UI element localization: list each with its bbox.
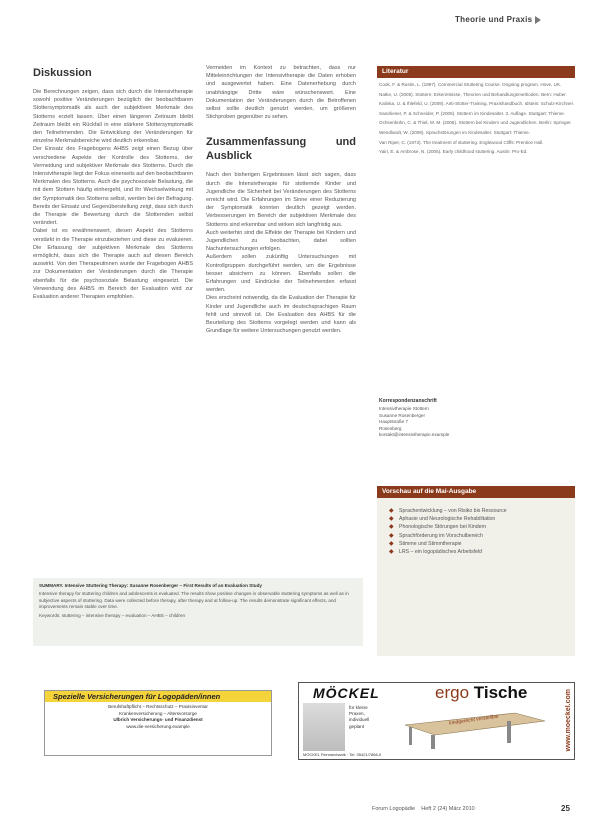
summary-keywords: Keywords: stuttering – intensive therapy – evaluation – AHBS – children [39,612,186,618]
contact-line: Hauptstraße 7 [379,419,409,425]
contact-line: Rosenberg [379,425,402,431]
paragraph: Auch weiterhin sind die Effekte der Therapie bei Kindern und Jugendlichen zu beobachten, dabei sollten Nachuntersuchungen erfolgen. [206,229,356,253]
ad-line: Berufshaftpflicht – Rechtsschutz – Praxisinventar [108,704,208,709]
insurance-ad[interactable] [44,690,272,756]
brand-logo: MÖCKEL [313,685,380,701]
paragraph: Der Einsatz des Fragebogens AHBS zeigt einen Bezug über verschiedene Aspekte der Kontrolle des Stotterns, der Vermeidung und subjektiver Merkmale des Stotterns. Durch die Intensivtherapie liegt der Fokus einerseits auf den beobachtbaren Merkmalen des Stotterns. Auch die psychosoziale Belastung, die mit dem Stottern häufig einhergeht, und ihr Wechselwirkung mit der Symptomatik des Stotterns selbst, werden bei der Befragung. Bereits der Einsatz und Gegenüberstellung zeigt, dass sich durch die Therapie die Bewertung durch die Stotternden selbst verändert. [33,146,193,227]
ad-url[interactable]: www.moeckel.com [565,689,572,752]
bullet-icon: ◆ [389,524,394,531]
ad-address: MÖCKEL Feinmechanik · Tel. 05421/7866-0 [303,752,382,757]
contact-email[interactable]: kontakt@intensivtherapie.example [379,432,450,438]
summary-heading: Zusammenfassung und Ausblick [206,136,356,163]
section-title: Theorie und Praxis [455,15,533,24]
issue-info: Heft 2 (24) März 2010 [421,806,475,812]
ad-title: Spezielle Versicherungen für Logopäden/innen [45,691,271,702]
reference-item: Van Riper, C. (1973). The treatment of stuttering. Englewood Cliffs: Prentice Hall. [379,139,544,145]
paragraph: Vermeiden im Kontext zu betrachten, dass nur Mitteleinrichtungen der Intensivtherapie die Daten erhoben und ausgewertet haben. Eine Datenerhebung durch unabhängige Dritte wäre wünschenswert. Eine Dokumentation der Veränderungen durch die Betroffenen selbst sollte deutlich genutzt werden, um größeren Stichproben gegenüber zu sehen. [206,65,356,121]
section-header [455,15,541,24]
left-column [33,66,193,301]
paragraph: Außerdem sollen zukünftig Untersuchungen mit Kontrollgruppen durchgeführt werden, um die Ergebnisse besser absichern zu können. Ebenfalls sollen die Erfahrungen und Eindrücke der Teilnehmenden erfasst werden. [206,254,356,294]
preview-box [377,486,575,656]
bullet-icon: ◆ [389,549,394,556]
reference-item: Cook, F. & Rustin, L. (1997). Commercial Stuttering Course. Ongoing program. Hove, UK. [379,82,562,87]
bullet-icon: ◆ [389,532,394,539]
page-footer [372,806,475,812]
list-item: ◆ LRS – ein logopädisches Arbeitsfeld [389,549,483,556]
ad-tagline: für kleine Praxen, individuell geplant [349,705,370,729]
contact-line: Susanne Rosenberger [379,412,425,418]
ad-line: Ulbrich Versicherungs- und Finanzdienst [113,717,203,722]
paragraph: Dies erscheint notwendig, da die Evaluation der Therapie für Kinder und Jugendliche auch im deutschsprachigen Raum fehlt und sinnvoll ist. Die Evaluation des AHBS für die Beurteilung des Stotterns vorgelegt werden und kann als Grundlage für weitere Untersuchungen genutzt werden. [206,295,356,335]
ad-line: Krankenversicherung – Altersvorsorge [119,710,197,716]
furniture-ad[interactable] [298,682,575,760]
reference-item: Sandrieser, P. & Schneider, P. (2008). Stottern im Kindesalter. 3. Auflage. Stuttgart: Thieme. [379,110,565,116]
summary-body: Intensive therapy for stuttering children and adolescents is evaluated. The results show positive changes in observable stuttering symptoms as well as in subjective aspects of stuttering. Data were collected before therapy, after therapy and at follow-up. The results demonstrate significant effects, and improvements remain stable over time. [39,591,349,610]
reference-item: Natke, U. (2005). Stottern: Erkenntnisse, Theorien und Behandlungsmethoden. Bern: Huber. [379,91,567,97]
list-item: ◆ Sprachförderung im Vorschulbereich [389,532,483,539]
list-item: ◆ Sprachentwicklung – von Risiko bis Ressource [389,508,507,514]
paragraph: Dabei ist es erwähnenswert, diesen Aspekt des Stotterns verstärkt in die Therapie einzubeziehen und diese zu evaluieren. Die Erfassung der subjektiven Merkmale des Stotterns ermöglicht, dass sich die Therapie auch auf diesen Bereich auswirkt. Von den Therapeutinnen wurde der Fragebogen AHBS zur Dokumentation der Veränderungen durch die Therapie ebenfalls für die psychosoziale Belastung eingesetzt. Die Verwendung des AHBS im Bereich der Evaluation wird zur Evaluation anderer Therapien empfohlen. [33,228,193,301]
list-item: ◆ Stimme und Stimmtherapie [389,540,462,547]
references-heading: Literatur [377,66,575,78]
triangle-icon [535,16,541,24]
reference-list [379,82,575,159]
summary-title: Intensive Stuttering Therapy: Susanne Rosenberger – First Results of an Evaluation Study [64,583,262,588]
desk-illustration [395,703,555,749]
reference-item: Wendlandt, W. (2009). Sprachstörungen im Kindesalter. Stuttgart: Thieme. [379,129,530,135]
contact-block [379,398,575,438]
reference-item: Ochsenkühn, C. & Thiel, M. M. (2005). Stottern bei Kindern und Jugendlichen. Berlin: Springer. [379,120,572,126]
bullet-icon: ◆ [389,516,394,523]
journal-name: Forum Logopädie [372,806,416,812]
product-name: Tische [473,683,528,702]
summary-title-line [39,583,357,589]
ad-link[interactable]: www.die-versicherung.example [126,723,190,729]
product-prefix: ergo [435,683,470,702]
contact-heading: Korrespondenzanschrift [379,398,437,404]
bullet-icon: ◆ [389,508,394,514]
bullet-icon: ◆ [389,540,394,547]
middle-column [206,64,356,335]
reference-item: Yairi, E. & Ambrose, N. (2005). Early childhood stuttering. Austin: Pro-Ed. [379,149,528,155]
curve-text: kindgerecht verstellbar [448,713,500,727]
child-photo [303,703,345,751]
english-summary [33,578,363,646]
page-number: 25 [561,804,570,813]
paragraph: Die Berechnungen zeigen, dass sich durch die Intensivtherapie sowohl positive Veränderungen bezüglich der beobachtbaren Stottersymptomatik als auch der subjektiven Merkmale des Stotterns erzielt lassen. Über einen längeren Zeitraum bleibt Zeitraum bleibt ein Rückfall in eine stärkere Stottersymptomatik den Teilnehmenden. Die Entwicklung der Veränderungen für einzelne Merkmalsbereiche wird deutlich erkennbar. [33,89,193,145]
contact-line: Intensivtherapie Stottern [379,406,429,412]
discussion-heading: Diskussion [33,67,92,79]
paragraph: Nach den bisherigen Ergebnissen lässt sich sagen, dass durch die Intensivtherapie für stotternde Kinder und Jugendliche die Sicherheit bei Veränderungen des Stotterns erreicht wird. Die Erfahrungen im Sinne einer Reduzierung der Symptomatik konnten deutlich gezeigt werden. Verbesserungen im Bereich der subjektiven Merkmale des Stotterns sind erkennbar und wirken sich langfristig aus. [206,172,356,228]
reference-item: Kalinka, U. & Ihlefeld, U. (2009). Anti-Stotter-Training. Praxishandbuch. Idstein: Schulz-Kirchner. [379,101,575,107]
list-item: ◆ Phonologische Störungen bei Kindern [389,524,487,531]
list-item: ◆ Aphasie und Neurologische Rehabilitation [389,516,496,523]
ad-body [45,702,271,732]
product-title [435,683,527,703]
summary-label: SUMMARY. [39,583,64,588]
preview-heading: Vorschau auf die Mai-Ausgabe [377,486,575,498]
